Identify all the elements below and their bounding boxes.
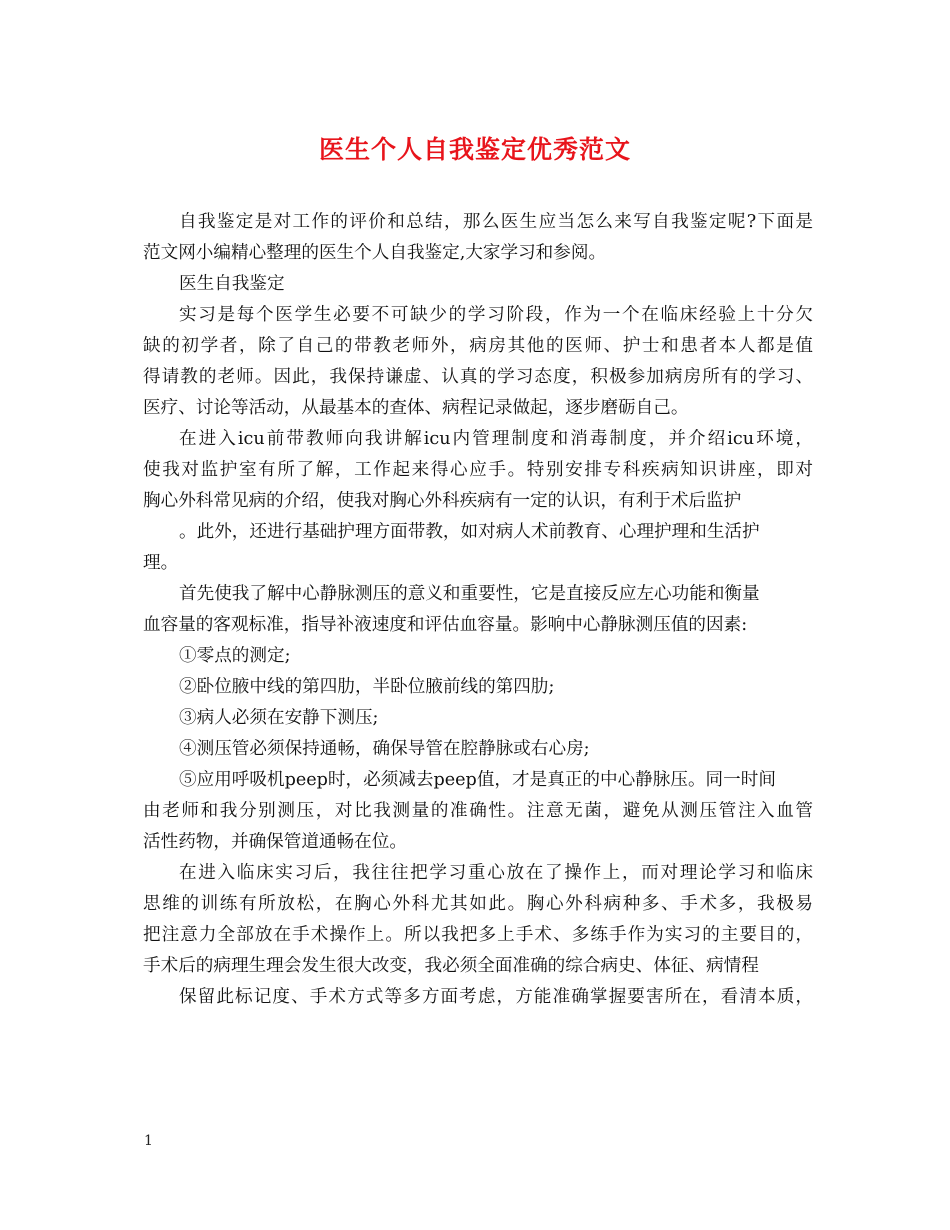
paragraph-line: 把注意力全部放在手术操作上。所以我把多上手术、多练手作为实习的主要目的， [143,925,813,945]
paragraph-line: 首先使我了解中心静脉测压的意义和重要性，它是直接反应左心功能和衡量 [179,584,760,604]
document-title: 医生个人自我鉴定优秀范文 [318,135,631,164]
paragraph-line: 在进入icu前带教师向我讲解icu内管理制度和消毒制度，并介绍icu环境， [179,429,813,449]
paragraph-line: 。此外，还进行基础护理方面带教，如对病人术前教育、心理护理和生活护 [179,522,760,542]
paragraph-line: 保留此标记度、手术方式等多方面考虑，方能准确掌握要害所在，看清本质， [179,987,813,1007]
paragraph-line: 活性药物，并确保管道通畅在位。 [143,832,407,852]
list-item: ①零点的测定; [179,646,291,666]
paragraph-line: 医疗、讨论等活动，从最基本的查体、病程记录做起，逐步磨砺自己。 [143,398,689,418]
paragraph-line: 思维的训练有所放松，在胸心外科尤其如此。胸心外科病种多、手术多，我极易 [143,894,813,914]
paragraph-line: 由老师和我分别测压，对比我测量的准确性。注意无菌，避免从测压管注入血管 [143,801,813,821]
list-item: ⑤应用呼吸机peep时，必须减去peep值，才是真正的中心静脉压。同一时间 [179,770,776,790]
paragraph-line: 使我对监护室有所了解，工作起来得心应手。特别安排专科疾病知识讲座，即对 [143,460,813,480]
page-number: 1 [144,1133,153,1149]
section-heading: 医生自我鉴定 [179,274,285,294]
document-body [143,207,813,1013]
list-item: ④测压管必须保持通畅，确保导管在腔静脉或右心房; [179,739,590,759]
paragraph-line: 自我鉴定是对工作的评价和总结，那么医生应当怎么来写自我鉴定呢?下面是 [179,212,813,232]
paragraph-line: 在进入临床实习后，我往往把学习重心放在了操作上，而对理论学习和临床 [179,863,813,883]
paragraph-line: 缺的初学者，除了自己的带教老师外，病房其他的医师、护士和患者本人都是值 [143,336,813,356]
paragraph-line: 理。 [143,553,179,573]
paragraph-line: 实习是每个医学生必要不可缺少的学习阶段，作为一个在临床经验上十分欠 [179,305,813,325]
list-item: ②卧位腋中线的第四肋，半卧位腋前线的第四肋; [179,677,555,697]
paragraph-line: 血容量的客观标准，指导补液速度和评估血容量。影响中心静脉测压值的因素: [143,615,748,635]
list-item: ③病人必须在安静下测压; [179,708,379,728]
paragraph-line: 得请教的老师。因此，我保持谦虚、认真的学习态度，积极参加病房所有的学习、 [143,367,813,387]
paragraph-line: 胸心外科常见病的介绍，使我对胸心外科疾病有一定的认识，有利于术后监护 [143,491,742,511]
paragraph-line: 手术后的病理生理会发生很大改变，我必须全面准确的综合病史、体征、病情程 [143,956,759,976]
paragraph-line: 范文网小编精心整理的医生个人自我鉴定,大家学习和参阅。 [143,243,607,263]
